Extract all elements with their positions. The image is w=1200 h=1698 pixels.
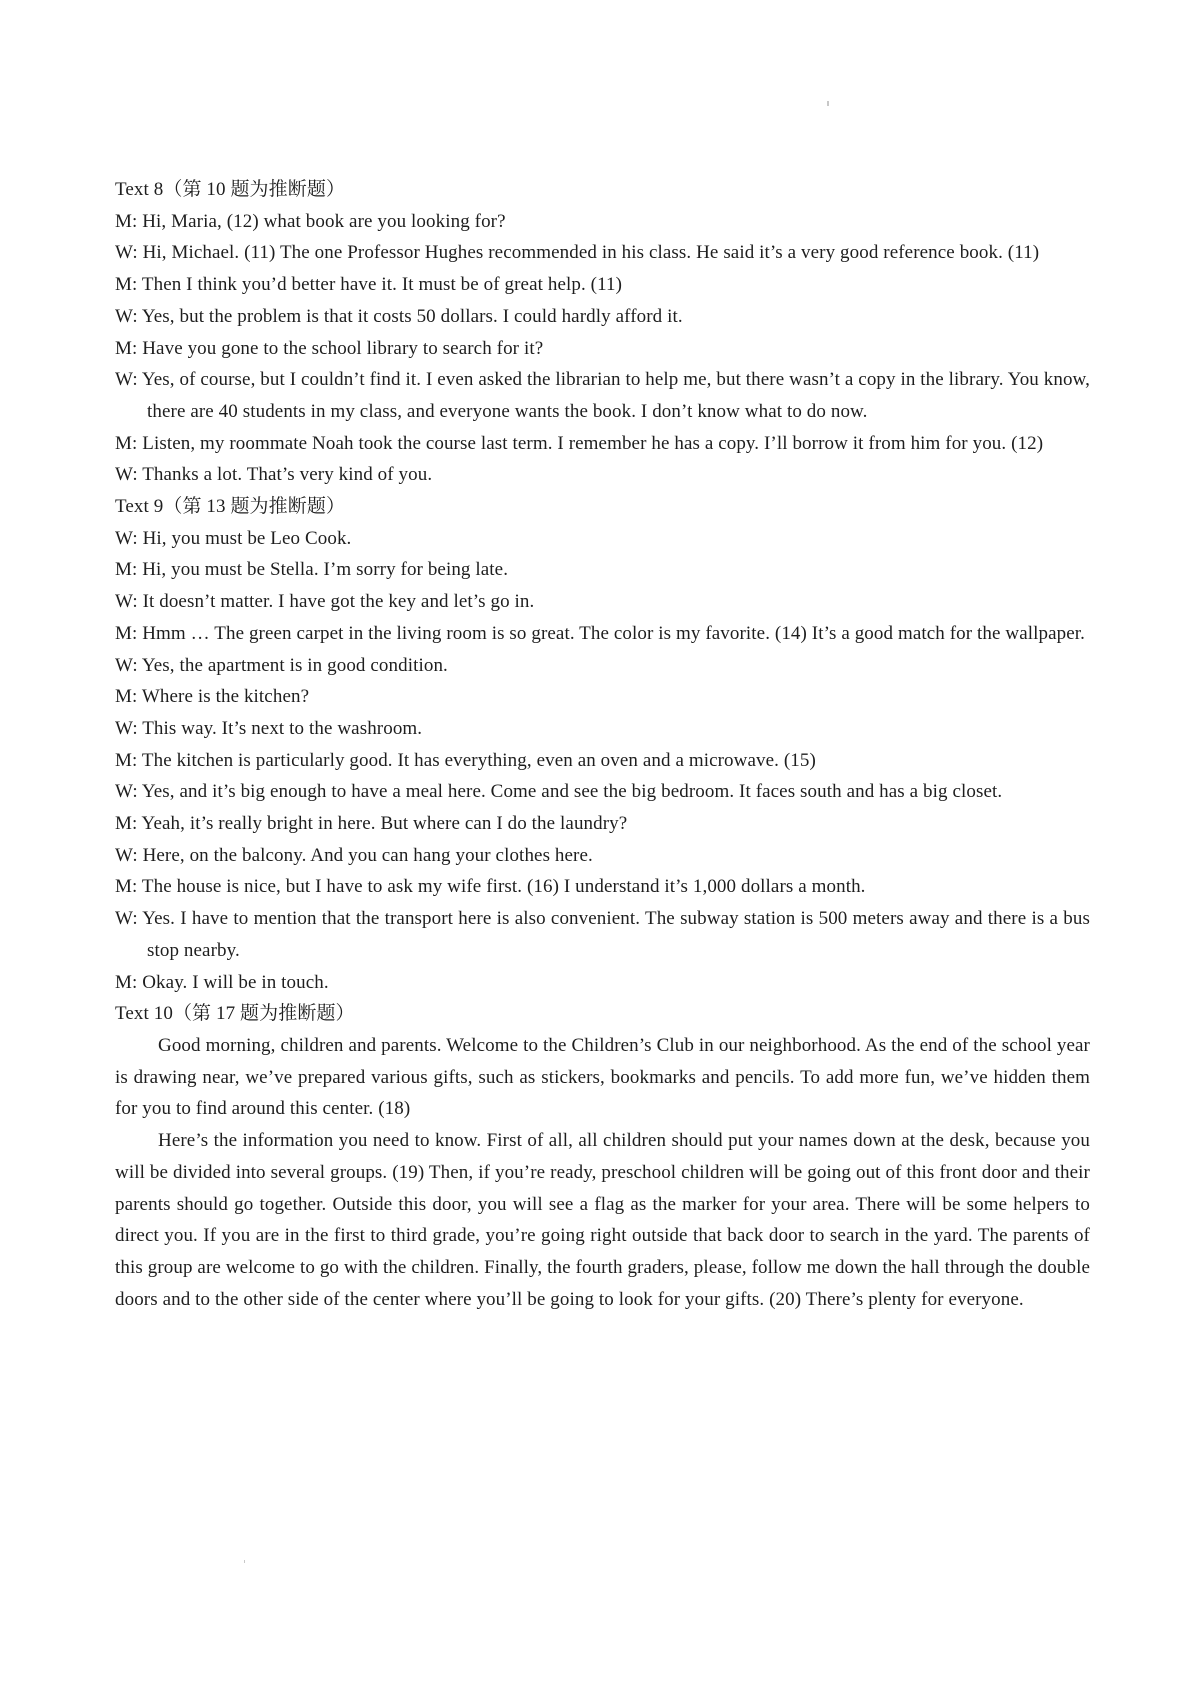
speaker-label: M: (115, 876, 142, 898)
speech-text: Hi, Michael. (11) The one Professor Hughes recommended in his class. He said it’s a very good reference book. (11) (142, 242, 1040, 264)
speaker-label: M: (115, 749, 142, 771)
speaker-label: W: (115, 464, 143, 486)
dialogue-line (115, 269, 1090, 301)
speaker-label: W: (115, 305, 142, 327)
speech-text: Hi, you must be Leo Cook. (142, 527, 352, 549)
dialogue-line (115, 459, 1090, 491)
speech-text: Hi, Maria, (12) what book are you looking for? (142, 210, 506, 232)
speech-text: Yes, of course, but I couldn’t find it. I even asked the librarian to help me, but there wasn’t a copy in the library. You know, there are 40 students in my class, and everyone wants the book. I don’t know what to do now. (141, 369, 1090, 422)
speech-text: Okay. I will be in touch. (142, 971, 329, 993)
dialogue-line (115, 903, 1090, 966)
speech-text: It doesn’t matter. I have got the key and let’s go in. (142, 591, 535, 613)
monologue-paragraph: Here’s the information you need to know. First of all, all children should put your names down at the desk, because you will be divided into several groups. (19) Then, if you’re ready, preschool children will be going out of this front door and their parents should go together. Outside this door, you will see a flag as the marker for your area. There will be some helpers to direct you. If you are in the first to third grade, you’re going right outside that back door to search in the yard. The parents of this group are welcome to go with the children. Finally, the fourth graders, please, follow me down the hall through the double doors and to the other side of the center where you’ll be going to look for your gifts. (20) There’s plenty for everyone. (115, 1130, 1090, 1310)
speaker-label: W: (115, 844, 143, 866)
speaker-label: W: (115, 369, 142, 391)
dialogue-line (115, 650, 1090, 682)
dialogue-line (115, 618, 1090, 650)
speaker-label: M: (115, 622, 143, 644)
speaker-label: M: (115, 971, 143, 993)
speaker-label: M: (115, 432, 143, 454)
speech-text: Have you gone to the school library to search for it? (142, 337, 544, 359)
speech-text: Listen, my roommate Noah took the course last term. I remember he has a copy. I’ll borrow it from him for you. (12) (142, 432, 1044, 454)
section-heading: Text 10（第 17 题为推断题） (115, 1003, 355, 1025)
dialogue-line (115, 301, 1090, 333)
dialogue-line (115, 333, 1090, 365)
speaker-label: W: (115, 242, 143, 264)
speaker-label: W: (115, 654, 142, 676)
dialogue-line (115, 840, 1090, 872)
section-heading: Text 9（第 13 题为推断题） (115, 496, 346, 518)
scan-speck-top (827, 101, 829, 106)
speech-text: Yes, and it’s big enough to have a meal here. Come and see the big bedroom. It faces south and has a big closet. (141, 781, 1003, 803)
dialogue-line (115, 967, 1090, 999)
dialogue-line (115, 428, 1090, 460)
speech-text: The house is nice, but I have to ask my wife first. (16) I understand it’s 1,000 dollars a month. (141, 876, 866, 898)
dialogue-line (115, 237, 1090, 269)
speaker-label: W: (115, 527, 143, 549)
speaker-label: W: (115, 781, 142, 803)
speech-text: Yes, but the problem is that it costs 50 dollars. I could hardly afford it. (141, 305, 683, 327)
speech-text: The kitchen is particularly good. It has everything, even an oven and a microwave. (15) (141, 749, 816, 771)
speaker-label: M: (115, 559, 143, 581)
speech-text: Hi, you must be Stella. I’m sorry for being late. (142, 559, 509, 581)
speaker-label: M: (115, 813, 142, 835)
speech-text: Thanks a lot. That’s very kind of you. (142, 464, 433, 486)
speech-text: Then I think you’d better have it. It must be of great help. (11) (141, 274, 623, 296)
speaker-label: W: (115, 717, 143, 739)
speaker-label: M: (115, 274, 142, 296)
speech-text: Yes. I have to mention that the transport here is also convenient. The subway station is 500 meters away and there is a bus stop nearby. (142, 908, 1090, 961)
dialogue-line (115, 871, 1090, 903)
section-heading: Text 8（第 10 题为推断题） (115, 179, 346, 200)
scan-speck-bottom (244, 1560, 245, 1563)
speech-text: Yeah, it’s really bright in here. But where can I do the laundry? (141, 813, 628, 835)
speaker-label: M: (115, 210, 143, 232)
dialogue-line (115, 523, 1090, 555)
dialogue-line (115, 586, 1090, 618)
dialogue-line (115, 776, 1090, 808)
speech-text: This way. It’s next to the washroom. (142, 717, 423, 739)
speaker-label: M: (115, 686, 142, 708)
dialogue-line (115, 364, 1090, 427)
speaker-label: M: (115, 337, 143, 359)
document-page (115, 174, 1090, 1315)
dialogue-line (115, 808, 1090, 840)
monologue-paragraph: Good morning, children and parents. Welcome to the Children’s Club in our neighborhood. As the end of the school year is drawing near, we’ve prepared various gifts, such as stickers, bookmarks and pencils. To add more fun, we’ve hidden them for you to find around this center. (18) (115, 1034, 1090, 1120)
dialogue-line (115, 681, 1090, 713)
speaker-label: W: (115, 908, 143, 930)
dialogue-line (115, 745, 1090, 777)
dialogue-line (115, 206, 1090, 238)
speech-text: Yes, the apartment is in good condition. (141, 654, 448, 676)
speech-text: Hmm … The green carpet in the living room is so great. The color is my favorite. (14) It’s a good match for the wallpaper. (142, 622, 1086, 644)
speaker-label: W: (115, 591, 143, 613)
dialogue-line (115, 713, 1090, 745)
speech-text: Where is the kitchen? (141, 686, 310, 708)
dialogue-line (115, 554, 1090, 586)
speech-text: Here, on the balcony. And you can hang your clothes here. (142, 844, 593, 866)
